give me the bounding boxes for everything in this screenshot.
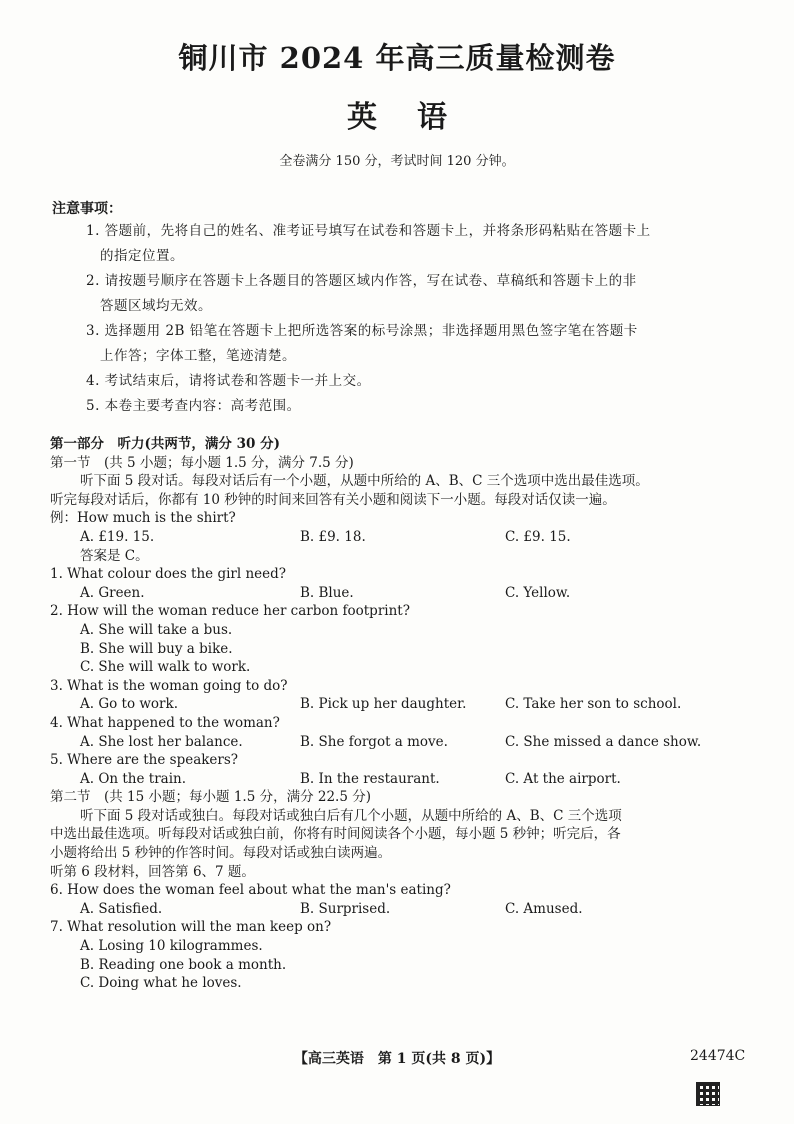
option: A. £19. 15.	[80, 528, 155, 545]
question: 3. What is the woman going to do?	[50, 677, 288, 694]
option: A. Satisfied.	[80, 900, 163, 917]
qr-code-icon	[696, 1082, 720, 1106]
question: 1. What colour does the girl need?	[50, 566, 287, 583]
option-row	[50, 770, 750, 789]
option: C. £9. 15.	[505, 528, 571, 545]
option: C. Doing what he loves.	[80, 975, 242, 992]
subject-title: 英语	[347, 100, 487, 135]
section2-heading: 第二节 (共 15 小题；每小题 1.5 分，满分 22.5 分)	[50, 789, 371, 806]
exam-meta: 全卷满分 150 分，考试时间 120 分钟。	[279, 154, 515, 169]
example-answer: 答案是 C。	[80, 547, 149, 564]
option-row	[50, 528, 750, 547]
question: 4. What happened to the woman?	[50, 714, 280, 731]
option: B. She will buy a bike.	[80, 640, 233, 657]
option: B. In the restaurant.	[300, 770, 440, 787]
instructions: 听下面 5 段对话。每段对话后有一个小题，从题中所给的 A、B、C 三个选项中选出最佳选项。	[80, 473, 649, 490]
section1-heading: 第一节 (共 5 小题；每小题 1.5 分，满分 7.5 分)	[50, 454, 354, 471]
notice-item: 2. 请按题号顺序在答题卡上各题目的答题区域内作答，写在试卷、草稿纸和答题卡上的非 答题区域均无效。	[86, 273, 637, 314]
option: A. Green.	[80, 584, 145, 601]
notice-item: 1. 答题前，先将自己的姓名、准考证号填写在试卷和答题卡上，并将条形码粘贴在答题卡上 的指定位置。	[86, 223, 651, 264]
notice-item: 5. 本卷主要考查内容：高考范围。	[86, 398, 301, 414]
option: C. Take her son to school.	[505, 696, 682, 713]
option: C. At the airport.	[505, 770, 621, 787]
listening-section	[50, 435, 750, 993]
option-row	[50, 900, 750, 919]
option-row	[50, 584, 750, 603]
question: 5. Where are the speakers?	[50, 752, 239, 769]
option: B. Pick up her daughter.	[300, 696, 467, 713]
instructions: 听下面 5 段对话或独白。每段对话或独白后有几个小题，从题中所给的 A、B、C 三个选项	[80, 807, 622, 824]
option: A. On the train.	[80, 770, 187, 787]
instructions: 中选出最佳选项。听每段对话或独白前，你将有时间阅读各个小题，每小题 5 秒钟；听完后，各	[50, 826, 621, 843]
option: B. £9. 18.	[300, 528, 366, 545]
option: A. She lost her balance.	[80, 733, 243, 750]
option: B. Surprised.	[300, 900, 391, 917]
option: C. She missed a dance show.	[505, 733, 702, 750]
notice-item: 4. 考试结束后，请将试卷和答题卡一并上交。	[86, 373, 371, 389]
scanner-watermark	[696, 1082, 724, 1106]
notice-heading: 注意事项：	[52, 201, 122, 217]
question: 7. What resolution will the man keep on?	[50, 919, 332, 936]
question: 2. How will the woman reduce her carbon footprint?	[50, 603, 410, 620]
option: C. She will walk to work.	[80, 659, 251, 676]
option: B. Blue.	[300, 584, 354, 601]
option-row	[50, 695, 750, 714]
option: A. She will take a bus.	[80, 621, 233, 638]
page-label: 【高三英语 第 1 页(共 8 页)】	[293, 1051, 501, 1067]
question: 6. How does the woman feel about what the man's eating?	[50, 882, 451, 899]
instructions: 小题将给出 5 秒钟的作答时间。每段对话或独白读两遍。	[50, 845, 392, 862]
example-question: 例：How much is the shirt?	[50, 510, 236, 527]
option-row	[50, 733, 750, 752]
notice-item: 3. 选择题用 2B 铅笔在答题卡上把所选答案的标号涂黑；非选择题用黑色签字笔在答题卡 上作答；字体工整，笔迹清楚。	[86, 323, 638, 364]
exam-title: 铜川市 2024 年高三质量检测卷	[178, 41, 616, 75]
instructions: 听完每段对话后，你都有 10 秒钟的时间来回答有关小题和阅读下一小题。每段对话仅读一遍。	[50, 491, 616, 508]
option: C. Amused.	[505, 900, 583, 917]
paper-code: 24474C	[690, 1048, 746, 1064]
option: A. Losing 10 kilogrammes.	[80, 938, 263, 955]
option: C. Yellow.	[505, 584, 571, 601]
material-note: 听第 6 段材料，回答第 6、7 题。	[50, 863, 255, 880]
option: B. She forgot a move.	[300, 733, 448, 750]
option: B. Reading one book a month.	[80, 956, 287, 973]
option: A. Go to work.	[80, 696, 178, 713]
notice-list	[86, 219, 706, 419]
part-heading: 第一部分 听力(共两节，满分 30 分)	[50, 436, 280, 452]
